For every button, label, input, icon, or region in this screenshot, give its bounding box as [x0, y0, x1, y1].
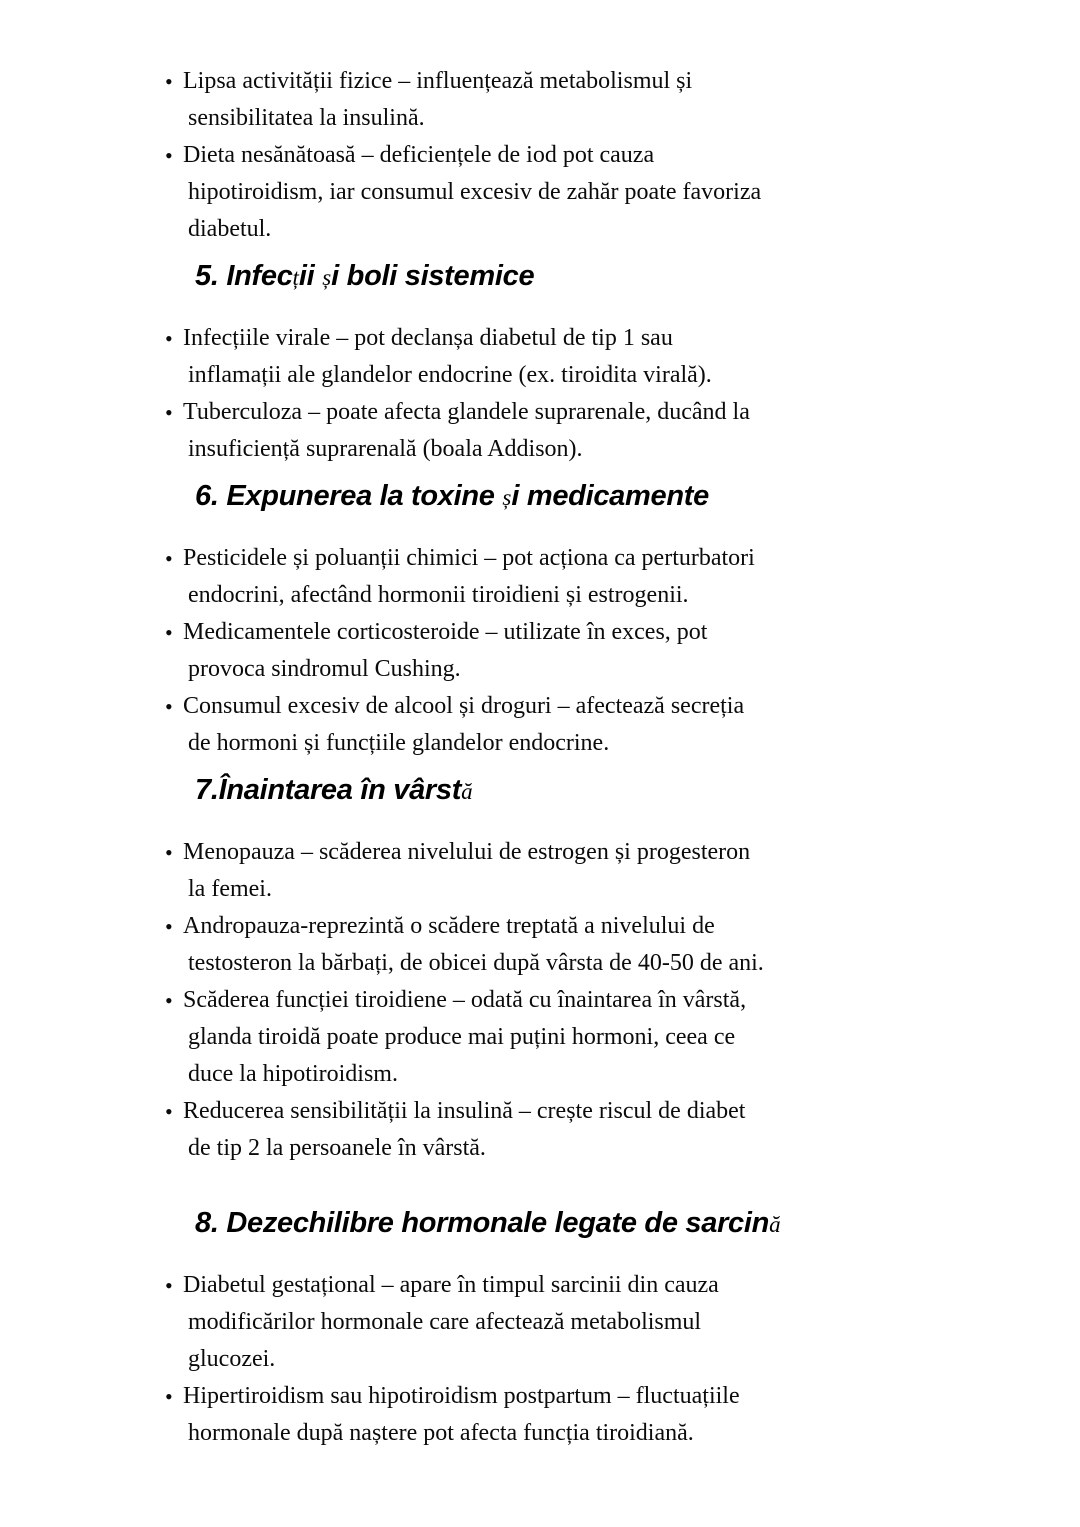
text-line: de tip 2 la persoanele în vârstă. [188, 1135, 486, 1161]
list-item-text [183, 63, 1040, 137]
heading-text: i medicamente [511, 480, 709, 512]
list-item-text [183, 834, 1040, 908]
list-item-text [183, 982, 1040, 1093]
list-item-text [183, 394, 1040, 468]
list-item-text [183, 320, 1040, 394]
text-line: Infecțiile virale – pot declanșa diabetul de tip 1 sau [183, 325, 673, 351]
section-heading [195, 1203, 1040, 1245]
list-item-text [183, 137, 1040, 248]
text-line: Pesticidele și poluanții chimici – pot acționa ca perturbatori [183, 545, 755, 571]
text-line: Andropauza-reprezintă o scădere treptată a nivelului de [183, 913, 715, 939]
bullet-icon: • [165, 840, 173, 865]
substituted-glyph: ă [461, 779, 473, 804]
text-line: la femei. [188, 876, 272, 902]
text-line: duce la hipotiroidism. [188, 1061, 398, 1087]
substituted-glyph: ș [502, 485, 512, 510]
text-line: sensibilitatea la insulină. [188, 105, 425, 131]
text-line: endocrini, afectând hormonii tiroidieni și estrogenii. [188, 582, 689, 608]
text-line: Consumul excesiv de alcool și droguri – afectează secreția [183, 693, 745, 719]
list-item [165, 394, 1040, 468]
bullet-icon: • [165, 69, 173, 94]
section-heading [195, 770, 1040, 812]
text-line: Medicamentele corticosteroide – utilizate în exces, pot [183, 619, 708, 645]
list-item [165, 1267, 1040, 1378]
list-item-text [183, 540, 1040, 614]
bullet-icon: • [165, 1384, 173, 1409]
substituted-glyph: ț [292, 265, 299, 290]
list-item [165, 982, 1040, 1093]
text-line: Tuberculoza – poate afecta glandele suprarenale, ducând la [183, 399, 750, 425]
list-item-text [183, 614, 1040, 688]
bullet-icon: • [165, 1273, 173, 1298]
list-item-text [183, 688, 1040, 762]
list-item-text [183, 1267, 1040, 1378]
list-item [165, 137, 1040, 248]
list-item-text [183, 1378, 1040, 1452]
bullet-icon: • [165, 400, 173, 425]
text-line: Scăderea funcției tiroidiene – odată cu înaintarea în vârstă, [183, 987, 747, 1013]
text-line: Diabetul gestațional – apare în timpul sarcinii din cauza [183, 1272, 719, 1298]
bullet-icon: • [165, 326, 173, 351]
text-line: glanda tiroidă poate produce mai puțini hormoni, ceea ce [188, 1024, 736, 1050]
bullet-icon: • [165, 694, 173, 719]
list-item [165, 834, 1040, 908]
text-line: Lipsa activității fizice – influențează metabolismul și [183, 68, 693, 94]
list-item [165, 1093, 1040, 1167]
text-line: de hormoni și funcțiile glandelor endocrine. [188, 730, 610, 756]
text-line: modificărilor hormonale care afectează metabolismul [188, 1309, 702, 1335]
text-line: Hipertiroidism sau hipotiroidism postpartum – fluctuațiile [183, 1383, 740, 1409]
list-item-text [183, 908, 1040, 982]
bullet-icon: • [165, 914, 173, 939]
text-line: testosteron la bărbați, de obicei după vârsta de 40-50 de ani. [188, 950, 764, 976]
text-line: hipotiroidism, iar consumul excesiv de zahăr poate favoriza [188, 179, 762, 205]
list-item [165, 1378, 1040, 1452]
heading-text: 8. Dezechilibre hormonale legate de sarcin [195, 1207, 770, 1239]
substituted-glyph: ș [322, 265, 332, 290]
list-item [165, 320, 1040, 394]
text-line: inflamații ale glandelor endocrine (ex. tiroidita virală). [188, 362, 712, 388]
text-line: Dieta nesănătoasă – deficiențele de iod pot cauza [183, 142, 655, 168]
bullet-icon: • [165, 143, 173, 168]
list-item [165, 63, 1040, 137]
text-line: Menopauza – scăderea nivelului de estrogen și progesteron [183, 839, 751, 865]
bullet-icon: • [165, 1099, 173, 1124]
list-item-text [183, 1093, 1040, 1167]
heading-text: 5. Infec [195, 260, 293, 292]
list-item [165, 540, 1040, 614]
bullet-icon: • [165, 546, 173, 571]
section-heading [195, 476, 1040, 518]
section-heading [195, 256, 1040, 298]
text-line: provoca sindromul Cushing. [188, 656, 461, 682]
heading-text: 7.Înaintarea în vârst [195, 774, 462, 806]
list-item [165, 614, 1040, 688]
substituted-glyph: ă [769, 1212, 781, 1237]
text-line: hormonale după naștere pot afecta funcția tiroidiană. [188, 1420, 694, 1446]
heading-text: i boli sistemice [331, 260, 535, 292]
bullet-icon: • [165, 620, 173, 645]
text-line: glucozei. [188, 1346, 276, 1372]
text-line: insuficiență suprarenală (boala Addison). [188, 436, 583, 462]
text-line: diabetul. [188, 216, 272, 242]
list-item [165, 908, 1040, 982]
heading-text: ii [298, 260, 323, 292]
list-item [165, 688, 1040, 762]
bullet-icon: • [165, 988, 173, 1013]
text-line: Reducerea sensibilității la insulină – crește riscul de diabet [183, 1098, 746, 1124]
heading-text: 6. Expunerea la toxine [195, 480, 503, 512]
